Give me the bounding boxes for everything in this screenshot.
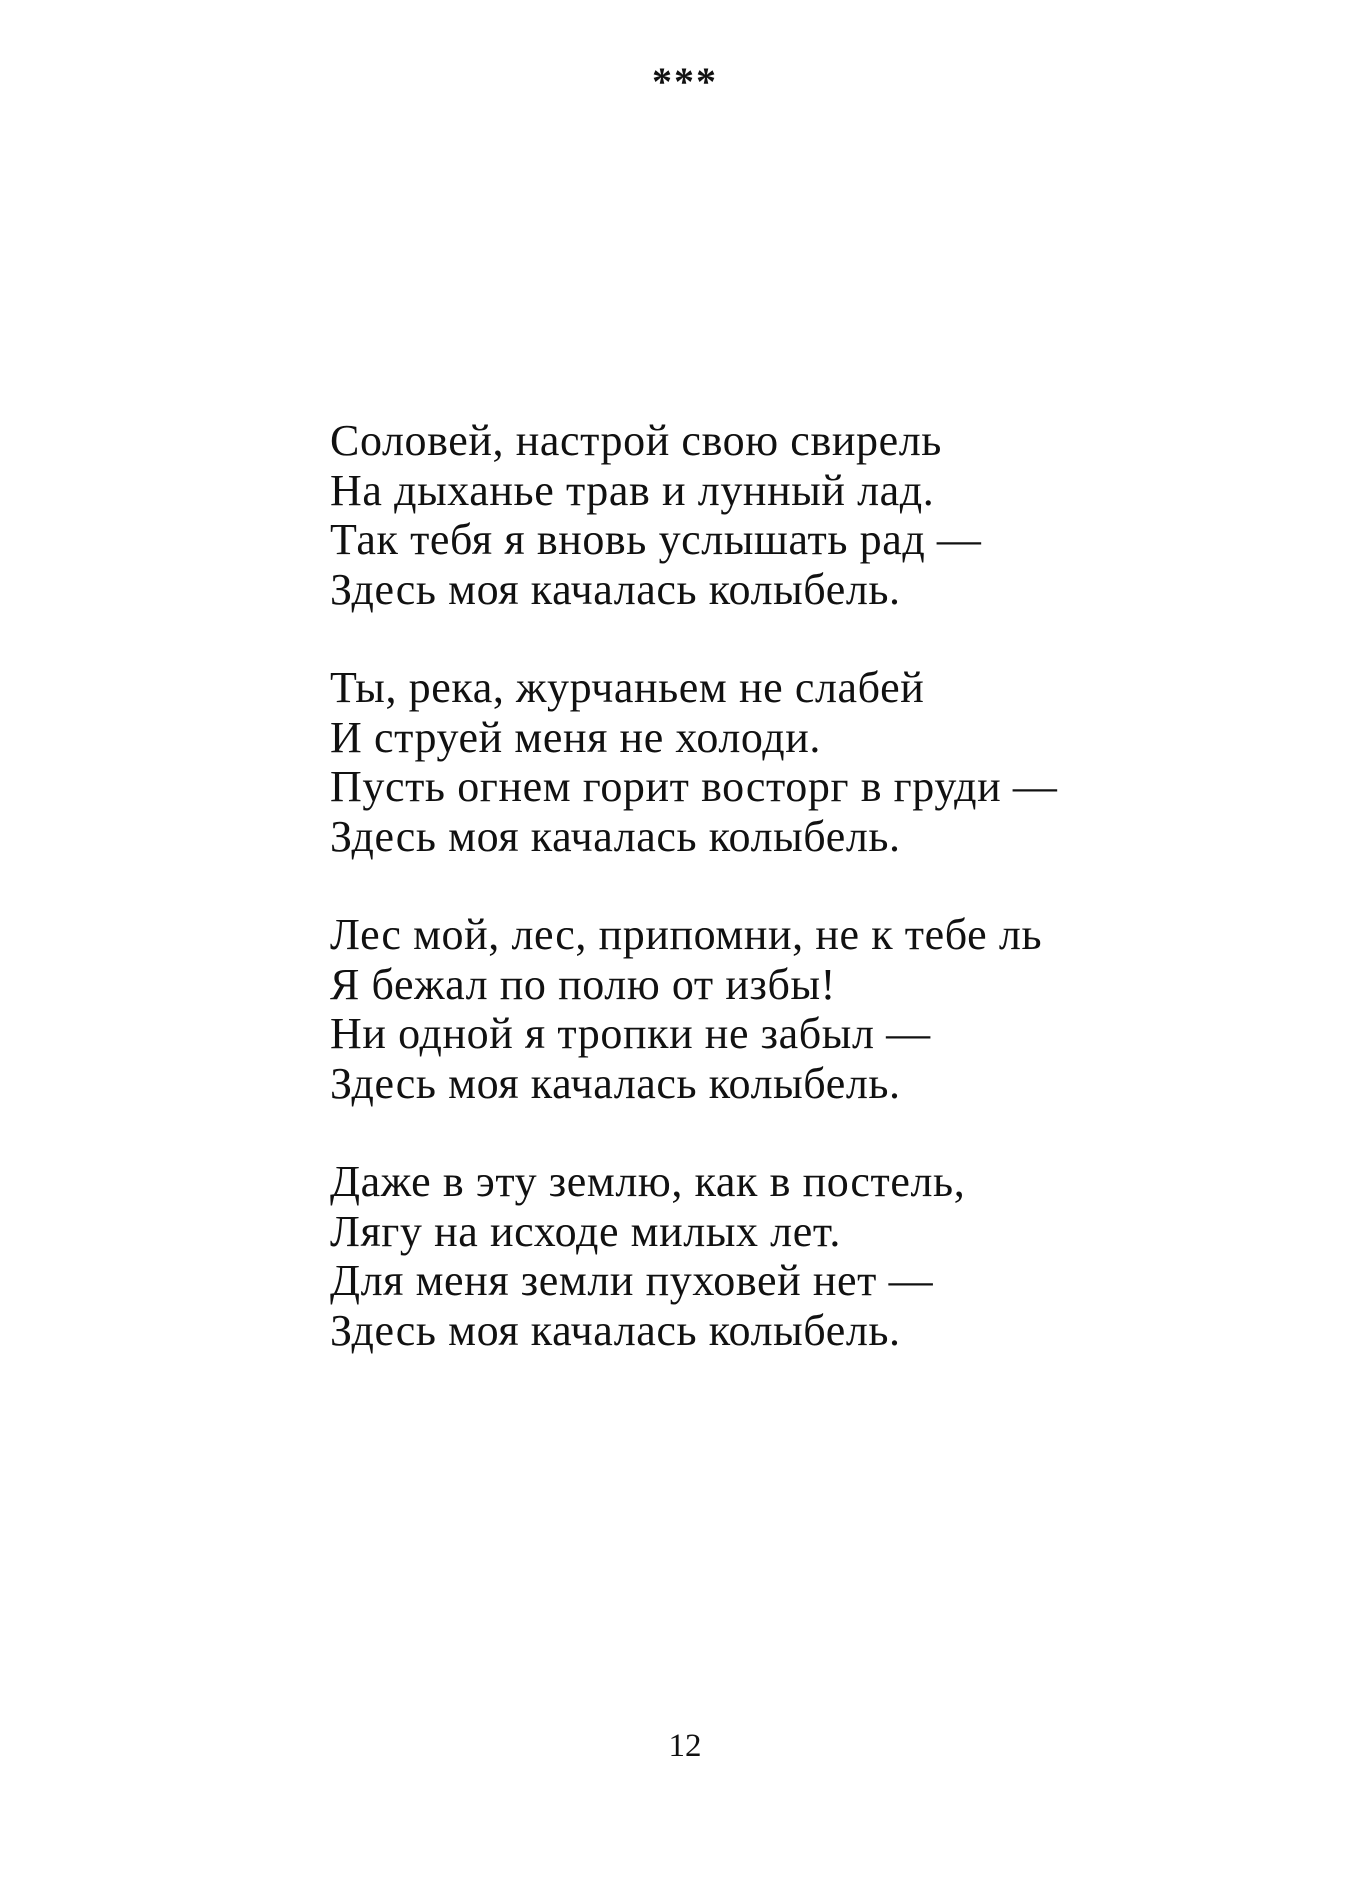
poem-line: Ты, река, журчаньем не слабей [330, 663, 925, 712]
poem-line: Для меня земли пуховей нет — [330, 1256, 934, 1305]
poem-line: Так тебя я вновь услышать рад — [330, 515, 982, 564]
stanza-2 [330, 663, 1290, 861]
poem-line: Ни одной я тропки не забыл — [330, 1009, 931, 1058]
poem-line: Здесь моя качалась колыбель. [330, 1058, 901, 1108]
poem-line: Пусть огнем горит восторг в груди — [330, 762, 1058, 811]
page-number: 12 [668, 1728, 702, 1764]
poem-line: Лягу на исходе милых лет. [330, 1206, 841, 1256]
stanza-4 [330, 1157, 1290, 1355]
section-ornament: *** [652, 59, 718, 104]
poem-line: Здесь моя качалась колыбель. [330, 564, 901, 614]
poem-line: Соловей, настрой свою свирель [330, 416, 942, 465]
stanza-3 [330, 910, 1290, 1108]
poem-line: Здесь моя качалась колыбель. [330, 1305, 901, 1355]
poem-line: Лес мой, лес, припомни, не к тебе ль [330, 910, 1043, 959]
poem-line: Даже в эту землю, как в постель, [330, 1157, 966, 1206]
stanza-1 [330, 416, 1290, 614]
poem-line: На дыханье трав и лунный лад. [330, 465, 935, 515]
poem-line: Я бежал по полю от избы! [330, 959, 836, 1009]
poem-body [330, 416, 1290, 1404]
poem-line: Здесь моя качалась колыбель. [330, 811, 901, 861]
poem-line: И струей меня не холоди. [330, 712, 821, 762]
